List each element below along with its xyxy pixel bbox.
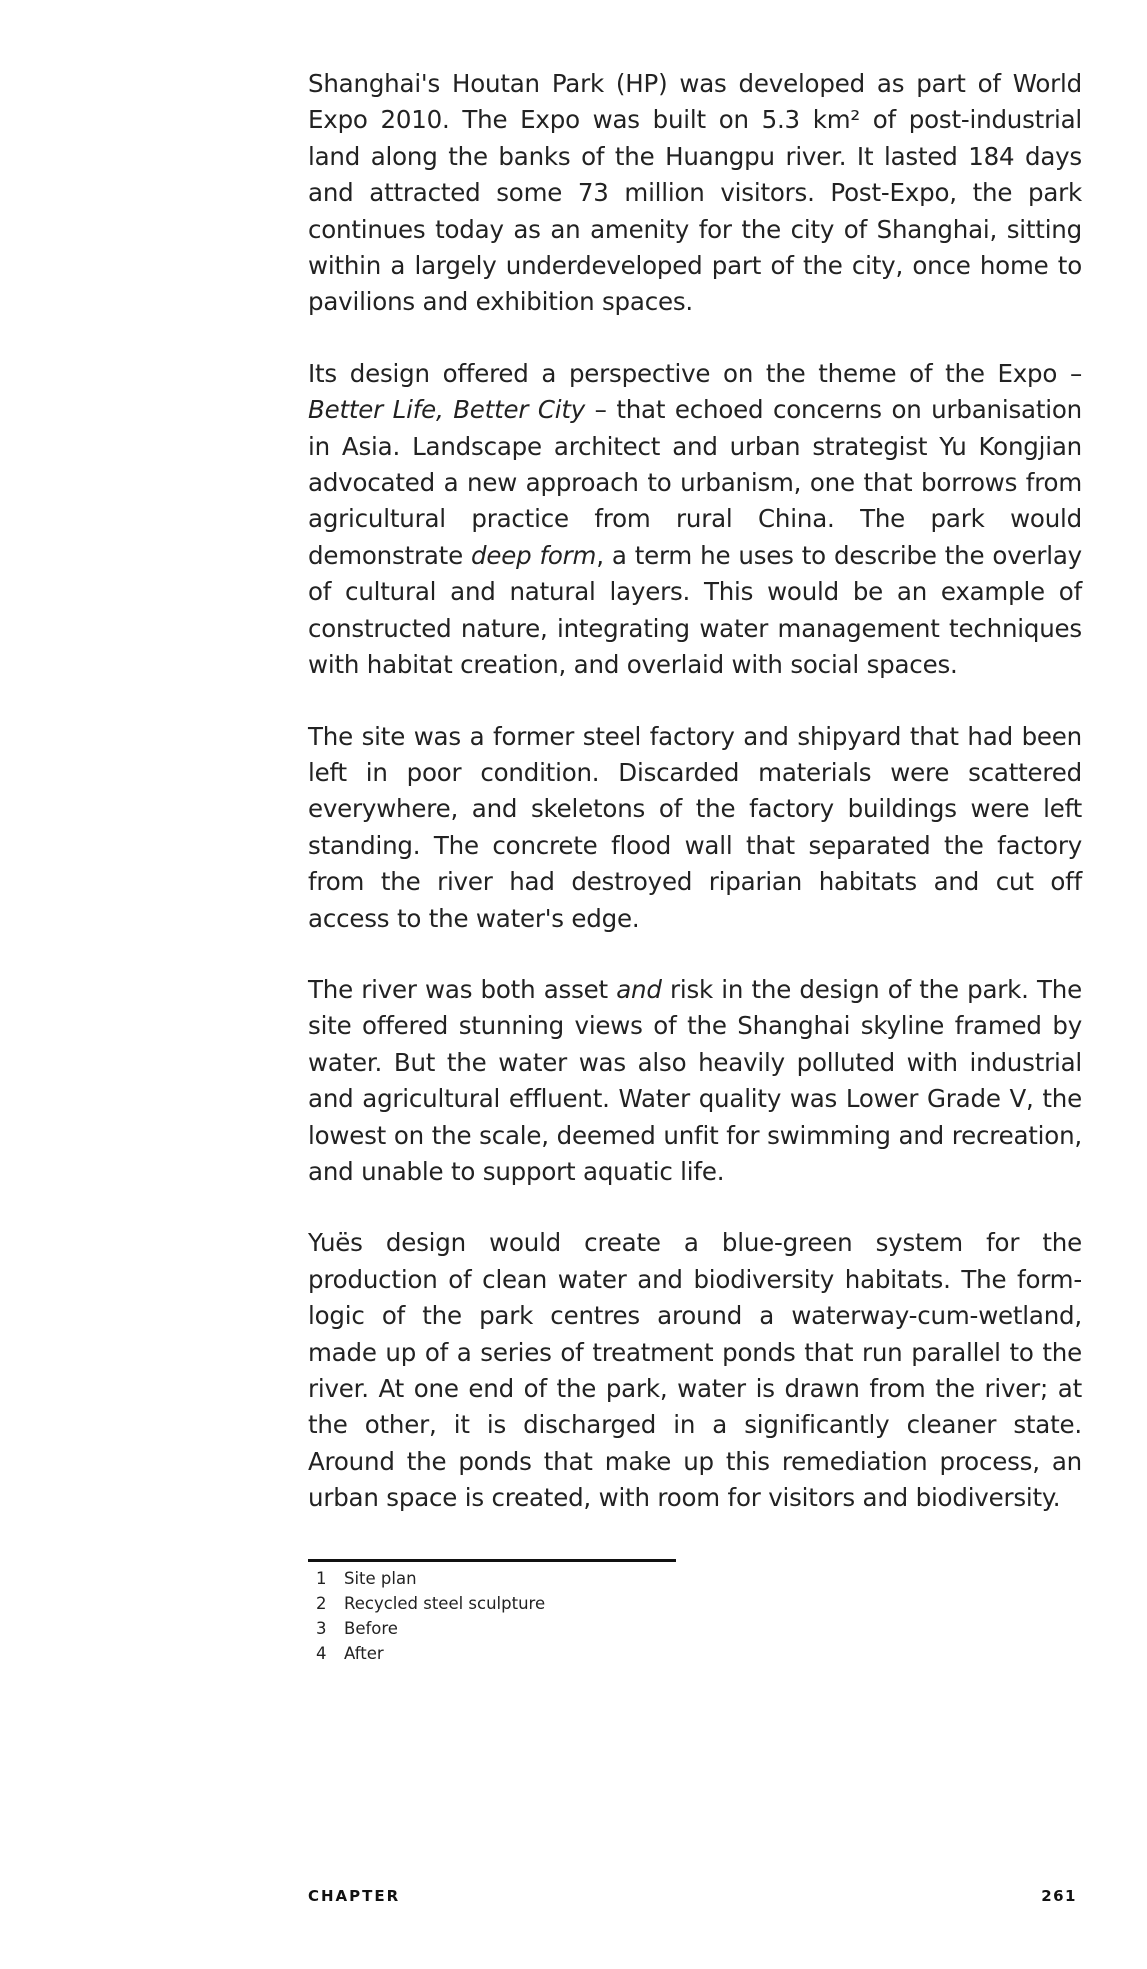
paragraph-4-text-b: risk in the design of the park. The site offered stunning views of the Shanghai skyline framed by water. But the water was also heavily polluted with industrial and agricultural effluent. Water quality was Lower Grade V, the lowest on the scale, deemed unfit for swimming and recreation, and unable to support aquatic life. [308, 974, 1082, 1186]
paragraph-1: Shanghai's Houtan Park (HP) was developed as part of World Expo 2010. The Expo was built on 5.3 km² of post-industrial land along the banks of the Huangpu river. It lasted 184 days and attracted some 73 million visitors. Post-Expo, the park continues today as an amenity for the city of Shanghai, sitting within a largely underdeveloped part of the city, once home to pavilions and exhibition spaces. [308, 69, 1082, 317]
paragraph-5: Yuës design would create a blue-green system for the production of clean water and biodiversity habitats. The form-logic of the park centres around a waterway-cum-wetland, made up of a series of treatment ponds that run parallel to the river. At one end of the park, water is drawn from the river; at the other, it is discharged in a significantly cleaner state. Around the ponds that make up this remediation process, an urban space is created, with room for visitors and biodiversity. [308, 1228, 1082, 1513]
caption-divider [308, 1559, 676, 1562]
page-number: 261 [1041, 1887, 1077, 1905]
caption-item [316, 1591, 545, 1616]
paragraph-2-italic-a: Better Life, Better City [308, 395, 586, 425]
paragraph-4-text-a: The river was both asset [308, 974, 617, 1004]
caption-item [316, 1566, 545, 1591]
caption-item [316, 1641, 545, 1666]
caption-item [316, 1616, 545, 1641]
caption-number: 2 [316, 1594, 327, 1613]
body-text [308, 66, 1082, 1552]
paragraph-2-text-b: – that echoed concerns on urbanisation in Asia. Landscape architect and urban strategist Yu Kongjian advocated a new approach to urbanism, one that borrows from agricultural practice from rural China. The park would demonstrate [308, 395, 1082, 570]
caption-label: Before [344, 1619, 398, 1638]
paragraph-2-text-c: , a term he uses to describe the overlay of cultural and natural layers. This would be an example of constructed nature, integrating water management techniques with habitat creation, and overlaid with social spaces. [308, 540, 1082, 680]
caption-label: Recycled steel sculpture [344, 1594, 546, 1613]
figure-captions [316, 1566, 545, 1666]
caption-number: 3 [316, 1619, 327, 1638]
caption-number: 4 [316, 1644, 327, 1663]
running-footer-section: CHAPTER [308, 1887, 401, 1905]
paragraph-4-italic-a: and [616, 974, 662, 1004]
caption-number: 1 [316, 1569, 327, 1588]
caption-label: Site plan [344, 1569, 417, 1588]
paragraph-3: The site was a former steel factory and shipyard that had been left in poor condition. Discarded materials were scattered everywhere, and skeletons of the factory buildings were left standing. The concrete flood wall that separated the factory from the river had destroyed riparian habitats and cut off access to the water's edge. [308, 721, 1082, 933]
caption-label: After [344, 1644, 384, 1663]
paragraph-4 [308, 972, 1082, 1190]
paragraph-2-italic-b: deep form [470, 540, 597, 570]
paragraph-2-text-a: Its design offered a perspective on the theme of the Expo – [308, 358, 1082, 388]
paragraph-2 [308, 356, 1082, 684]
